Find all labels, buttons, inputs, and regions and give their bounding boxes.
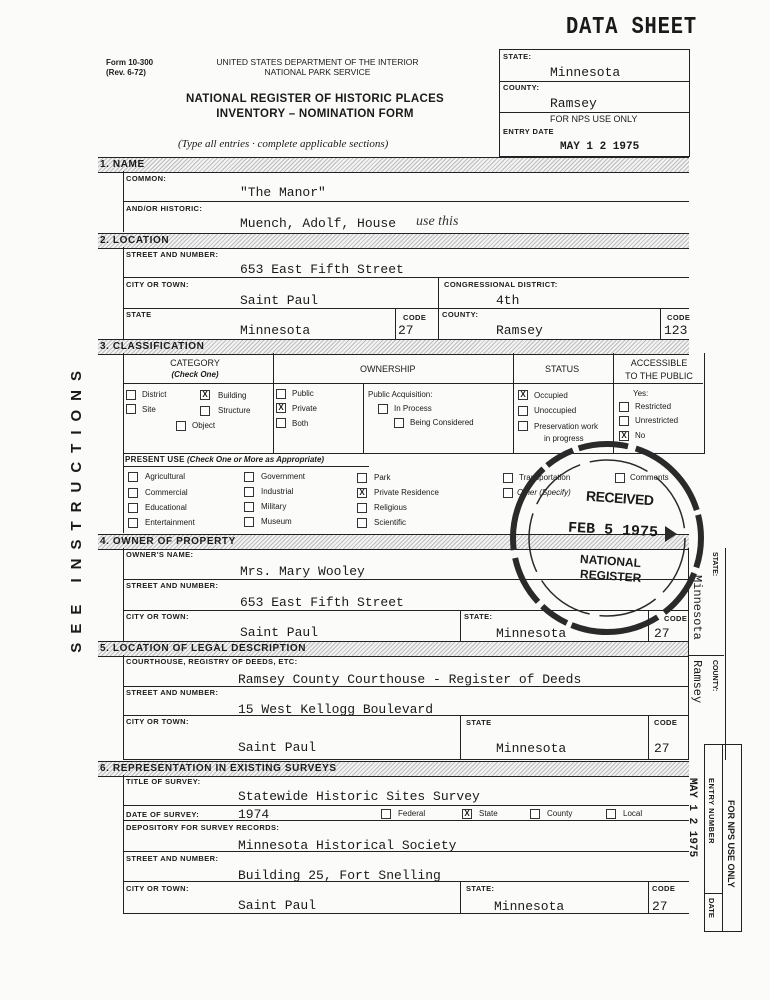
owner-state-value: Minnesota	[496, 626, 567, 641]
legal-city-label: CITY OR TOWN:	[126, 717, 189, 726]
historic-value: Muench, Adolf, House	[240, 216, 397, 231]
preservation-line2: in progress	[544, 434, 584, 443]
private-residence-checkbox[interactable]: X	[357, 488, 367, 498]
local-survey-label: Local	[623, 809, 643, 818]
section-name-title: 1. NAME	[100, 159, 145, 170]
legal-city-value: Saint Paul	[238, 740, 317, 755]
section-legal-bar	[98, 641, 689, 657]
legal-state-value: Minnesota	[496, 741, 567, 756]
location-code-label: CODE	[403, 313, 427, 322]
depository-value: Minnesota Historical Society	[238, 838, 457, 853]
restricted-label: Restricted	[635, 402, 672, 411]
section-location-title: 2. LOCATION	[100, 235, 170, 246]
form-title	[150, 92, 480, 122]
location-state-code: 27	[398, 323, 414, 338]
site-label: Site	[142, 405, 156, 414]
survey-city-value: Saint Paul	[238, 898, 317, 913]
location-city-label: CITY OR TOWN:	[126, 280, 189, 289]
courthouse-label: COURTHOUSE, REGISTRY OF DEEDS, ETC:	[126, 657, 298, 666]
handwritten-note: use this	[416, 214, 459, 229]
private-residence-label: Private Residence	[374, 488, 439, 497]
owner-name-label: OWNER'S NAME:	[126, 550, 194, 559]
entry-number-label: ENTRY NUMBER	[707, 778, 716, 845]
common-value: "The Manor"	[240, 185, 326, 200]
data-sheet-title: DATA SHEET	[566, 14, 697, 41]
no-label: No	[635, 431, 646, 440]
scientific-checkbox[interactable]	[357, 518, 367, 528]
commercial-checkbox[interactable]	[128, 488, 138, 498]
side-county-label: COUNTY:	[711, 660, 718, 692]
form-number-text: Form 10-300	[106, 58, 154, 67]
common-label: COMMON:	[126, 174, 167, 183]
government-label: Government	[261, 472, 306, 481]
present-use-heading	[125, 455, 324, 464]
survey-title-label: TITLE OF SURVEY:	[126, 777, 201, 786]
present-use-label: PRESENT USE	[125, 455, 185, 464]
scientific-label: Scientific	[374, 518, 407, 527]
section-legal-title: 5. LOCATION OF LEGAL DESCRIPTION	[100, 643, 307, 654]
location-county-label: COUNTY:	[442, 310, 479, 319]
district-checkbox[interactable]	[126, 390, 136, 400]
park-label: Park	[374, 473, 391, 482]
present-use-note: (Check One or More as Appropriate)	[187, 455, 325, 464]
unrestricted-checkbox[interactable]	[619, 416, 629, 426]
entertainment-checkbox[interactable]	[128, 518, 138, 528]
survey-code-value: 27	[652, 899, 668, 914]
location-city-value: Saint Paul	[240, 293, 319, 308]
building-label: Building	[218, 391, 247, 400]
building-checkbox[interactable]: X	[200, 390, 210, 400]
district-label: District	[142, 390, 167, 399]
survey-date-value: 1974	[238, 807, 270, 822]
public-checkbox[interactable]	[276, 389, 286, 399]
agricultural-checkbox[interactable]	[128, 472, 138, 482]
nps-county-label: COUNTY:	[503, 83, 540, 92]
government-checkbox[interactable]	[244, 472, 254, 482]
nps-state-label: STATE:	[503, 52, 532, 61]
object-checkbox[interactable]	[176, 421, 186, 431]
nps-use-only-vertical: FOR NPS USE ONLY	[726, 800, 736, 888]
museum-label: Museum	[261, 517, 292, 526]
owner-state-label: STATE:	[464, 612, 493, 621]
county-survey-label: County	[547, 809, 573, 818]
county-code-label: CODE	[667, 313, 691, 322]
location-state-label: STATE	[126, 310, 152, 319]
religious-checkbox[interactable]	[357, 503, 367, 513]
owner-code-value: 27	[654, 626, 670, 641]
structure-checkbox[interactable]	[200, 406, 210, 416]
private-checkbox[interactable]: X	[276, 403, 286, 413]
agricultural-label: Agricultural	[145, 472, 186, 481]
industrial-checkbox[interactable]	[244, 487, 254, 497]
federal-label: Federal	[398, 809, 426, 818]
owner-city-value: Saint Paul	[240, 625, 319, 640]
other-label: Other (Specify)	[517, 488, 571, 497]
legal-state-label: STATE	[466, 718, 492, 727]
owner-street-value: 653 East Fifth Street	[240, 595, 404, 610]
county-code-value: 123	[664, 323, 688, 338]
preservation-line1: Preservation work	[534, 422, 599, 431]
survey-title-value: Statewide Historic Sites Survey	[238, 789, 480, 804]
location-street-label: STREET AND NUMBER:	[126, 250, 219, 259]
status-header: STATUS	[545, 364, 580, 374]
industrial-label: Industrial	[261, 487, 294, 496]
state-survey-label: State	[479, 809, 498, 818]
form-title-line2: INVENTORY – NOMINATION FORM	[216, 108, 414, 120]
museum-checkbox[interactable]	[244, 517, 254, 527]
owner-name-value: Mrs. Mary Wooley	[240, 564, 365, 579]
transportation-label: Transportation	[519, 473, 571, 482]
survey-state-label: STATE:	[466, 884, 495, 893]
side-state-label: STATE:	[711, 552, 718, 577]
section-owner-title: 4. OWNER OF PROPERTY	[100, 536, 236, 547]
stamp-arrow-icon	[665, 526, 677, 542]
legal-street-value: 15 West Kellogg Boulevard	[238, 702, 434, 717]
section-surveys-bar	[98, 761, 689, 777]
entry-date-stamp: MAY 1 2 1975	[560, 141, 640, 153]
county-survey-checkbox[interactable]	[530, 809, 540, 819]
state-survey-checkbox[interactable]: X	[462, 809, 472, 819]
military-label: Military	[261, 502, 287, 511]
both-label: Both	[292, 419, 309, 428]
side-county-value: Ramsey	[690, 660, 704, 704]
structure-label: Structure	[218, 406, 251, 415]
location-county-value: Ramsey	[496, 323, 543, 338]
form-number	[106, 58, 153, 78]
courthouse-value: Ramsey County Courthouse - Register of Deeds	[238, 672, 582, 687]
public-label: Public	[292, 389, 314, 398]
ownership-header: OWNERSHIP	[360, 364, 416, 374]
occupied-checkbox[interactable]: X	[518, 390, 528, 400]
religious-label: Religious	[374, 503, 407, 512]
unrestricted-label: Unrestricted	[635, 416, 679, 425]
congressional-label: CONGRESSIONAL DISTRICT:	[444, 280, 558, 289]
depository-label: DEPOSITORY FOR SURVEY RECORDS:	[126, 823, 280, 832]
accessible-header	[616, 357, 702, 383]
unoccupied-label: Unoccupied	[534, 406, 577, 415]
instruction-text: (Type all entries · complete applicable sections)	[178, 138, 389, 150]
category-sub-text: (Check One)	[171, 370, 219, 379]
survey-date-label: DATE OF SURVEY:	[126, 810, 200, 819]
stamp-register: REGISTER	[579, 566, 642, 586]
private-label: Private	[292, 404, 317, 413]
legal-code-label: CODE	[654, 718, 678, 727]
entry-date-label: ENTRY DATE	[503, 127, 554, 136]
survey-city-label: CITY OR TOWN:	[126, 884, 189, 893]
stamp-received: RECEIVED	[585, 487, 655, 509]
accessible-head-line2: TO THE PUBLIC	[625, 371, 693, 381]
department-name: UNITED STATES DEPARTMENT OF THE INTERIOR	[216, 57, 419, 67]
survey-street-label: STREET AND NUMBER:	[126, 854, 219, 863]
in-process-checkbox[interactable]	[378, 404, 388, 414]
survey-state-value: Minnesota	[494, 899, 565, 914]
owner-city-label: CITY OR TOWN:	[126, 612, 189, 621]
department-heading	[185, 57, 450, 77]
restricted-checkbox[interactable]	[619, 402, 629, 412]
service-name: NATIONAL PARK SERVICE	[264, 67, 371, 77]
owner-street-label: STREET AND NUMBER:	[126, 581, 219, 590]
accessible-head-line1: ACCESSIBLE	[630, 358, 688, 368]
no-checkbox[interactable]: X	[619, 431, 629, 441]
form-rev-text: (Rev. 6-72)	[106, 68, 146, 77]
stamp-date: FEB 5 1975	[567, 519, 659, 542]
object-label: Object	[192, 421, 216, 430]
section-name-bar	[98, 157, 689, 173]
military-checkbox[interactable]	[244, 502, 254, 512]
comments-label: Comments	[630, 473, 669, 482]
historic-label: AND/OR HISTORIC:	[126, 204, 203, 213]
being-considered-checkbox[interactable]	[394, 418, 404, 428]
nps-box	[499, 49, 690, 157]
form-title-line1: NATIONAL REGISTER OF HISTORIC PLACES	[185, 93, 445, 105]
location-street-value: 653 East Fifth Street	[240, 262, 404, 277]
legal-code-value: 27	[654, 741, 670, 756]
category-head-text: CATEGORY	[170, 358, 220, 368]
yes-label: Yes:	[633, 389, 649, 398]
commercial-label: Commercial	[145, 488, 188, 497]
category-header	[140, 357, 250, 381]
entertainment-label: Entertainment	[145, 518, 195, 527]
section-location-bar	[98, 233, 689, 249]
public-acquisition-label: Public Acquisition:	[368, 390, 433, 399]
section-surveys-title: 6. REPRESENTATION IN EXISTING SURVEYS	[100, 763, 337, 774]
educational-label: Educational	[145, 503, 187, 512]
site-checkbox[interactable]	[126, 404, 136, 414]
unoccupied-checkbox[interactable]	[518, 406, 528, 416]
side-date-label: DATE	[707, 898, 716, 918]
being-considered-label: Being Considered	[410, 418, 474, 427]
survey-code-label: CODE	[652, 884, 676, 893]
nps-state-value: Minnesota	[550, 65, 621, 80]
occupied-label: Occupied	[534, 391, 568, 400]
educational-checkbox[interactable]	[128, 503, 138, 513]
park-checkbox[interactable]	[357, 473, 367, 483]
stamp-national: NATIONAL	[579, 551, 642, 571]
congressional-value: 4th	[496, 293, 520, 308]
side-date-stamp: MAY 1 2 1975	[686, 778, 698, 858]
in-process-label: In Process	[394, 404, 432, 413]
owner-code-label: CODE	[664, 614, 688, 623]
nps-use-only: FOR NPS USE ONLY	[550, 114, 638, 124]
side-state-value: Minnesota	[690, 575, 704, 640]
section-classification-title: 3. CLASSIFICATION	[100, 341, 205, 352]
location-state-value: Minnesota	[240, 323, 311, 338]
local-survey-checkbox[interactable]	[606, 809, 616, 819]
nps-county-value: Ramsey	[550, 96, 597, 111]
both-checkbox[interactable]	[276, 418, 286, 428]
legal-street-label: STREET AND NUMBER:	[126, 688, 219, 697]
see-instructions: SEE INSTRUCTIONS	[68, 362, 85, 653]
federal-checkbox[interactable]	[381, 809, 391, 819]
survey-street-value: Building 25, Fort Snelling	[238, 868, 441, 883]
